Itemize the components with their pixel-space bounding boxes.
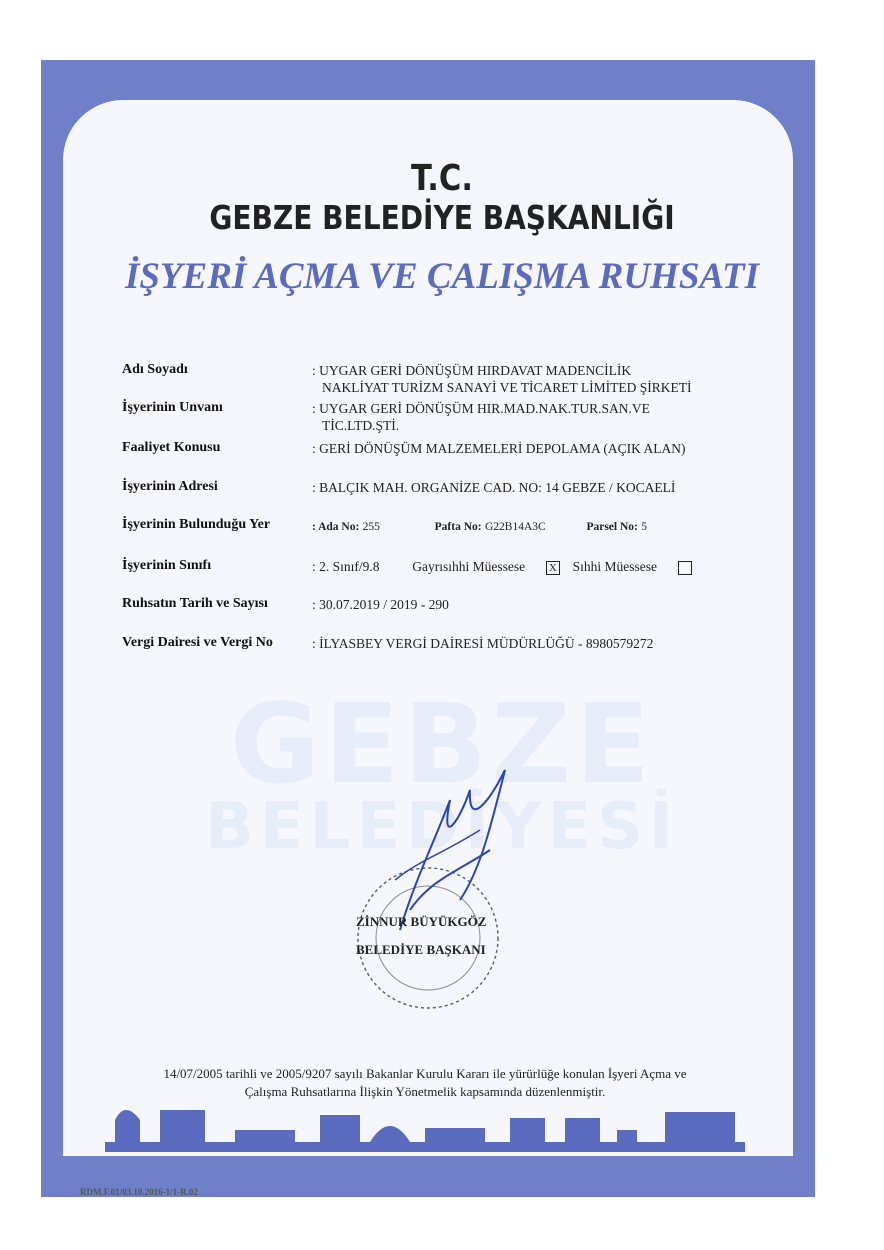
field-tax bbox=[122, 635, 742, 655]
field-label: İşyerinin Adresi bbox=[122, 479, 218, 494]
field-value: : GERİ DÖNÜŞÜM MALZEMELERİ DEPOLAMA (AÇIK ALAN) bbox=[312, 441, 686, 456]
document-title: İŞYERİ AÇMA VE ÇALIŞMA RUHSATI bbox=[124, 256, 760, 297]
mayor-name: ZİNNUR BÜYÜKGÖZ bbox=[356, 914, 487, 929]
value-line: : UYGAR GERİ DÖNÜŞÜM HIR.MAD.NAK.TUR.SAN.VE bbox=[312, 401, 650, 416]
parsel-label: Parsel No: bbox=[586, 521, 638, 533]
watermark-belediyesi: BELEDİYESİ bbox=[205, 790, 679, 864]
field-address bbox=[122, 479, 742, 499]
form-code: RDM.F.01/03.10.2016-1/1-R.02 bbox=[80, 1187, 198, 1197]
value-line: TİC.LTD.ŞTİ. bbox=[322, 418, 400, 433]
field-value bbox=[312, 558, 692, 575]
ada-label: : Ada No: bbox=[312, 521, 360, 533]
field-label: İşyerinin Sınıfı bbox=[122, 558, 212, 573]
field-value bbox=[312, 400, 650, 434]
parsel-value: 5 bbox=[641, 521, 647, 533]
sanitary-checkbox bbox=[678, 561, 692, 575]
value-line: NAKLİYAT TURİZM SANAYİ VE TİCARET LİMİTED ŞİRKETİ bbox=[322, 380, 692, 395]
unsanitary-checkbox: X bbox=[546, 561, 560, 575]
ada-value: 255 bbox=[362, 521, 380, 533]
field-title bbox=[122, 400, 742, 440]
field-class bbox=[122, 558, 742, 578]
pafta-value: G22B14A3C bbox=[484, 521, 546, 533]
mayor-title: BELEDİYE BAŞKANI bbox=[356, 942, 486, 957]
city-skyline-graphic bbox=[105, 1100, 745, 1152]
field-value bbox=[312, 362, 692, 396]
sanitary-label: Sıhhi Müessese bbox=[572, 559, 657, 574]
field-license bbox=[122, 596, 742, 616]
watermark-gebze: GEBZE bbox=[229, 680, 655, 808]
field-activity bbox=[122, 440, 742, 460]
signature-stamp bbox=[340, 760, 540, 1010]
unsanitary-label: Gayrısıhhi Müessese bbox=[412, 559, 526, 574]
field-label: İşyerinin Unvanı bbox=[122, 400, 223, 415]
field-value bbox=[312, 517, 647, 536]
field-label: Adı Soyadı bbox=[122, 362, 188, 377]
header-tc: T.C. bbox=[411, 158, 473, 199]
class-value: : 2. Sınıf/9.8 bbox=[312, 559, 380, 574]
field-value: : BALÇIK MAH. ORGANİZE CAD. NO: 14 GEBZE / KOCAELİ bbox=[312, 480, 676, 495]
value-line: : UYGAR GERİ DÖNÜŞÜM HIRDAVAT MADENCİLİK bbox=[312, 363, 632, 378]
footer-line: Çalışma Ruhsatlarına İlişkin Yönetmelik kapsamında düzenlenmiştir. bbox=[244, 1084, 606, 1099]
footer-line: 14/07/2005 tarihli ve 2005/9207 sayılı Bakanlar Kurulu Kararı ile yürürlüğe konulan İşyeri Açma ve bbox=[163, 1066, 687, 1081]
field-name bbox=[122, 362, 742, 402]
signature-block bbox=[356, 908, 486, 964]
field-label: Ruhsatın Tarih ve Sayısı bbox=[122, 596, 268, 611]
field-value: : 30.07.2019 / 2019 - 290 bbox=[312, 597, 449, 612]
footer-note bbox=[120, 1065, 730, 1101]
field-value: : İLYASBEY VERGİ DAİRESİ MÜDÜRLÜĞÜ - 8980579272 bbox=[312, 636, 654, 651]
field-label: Faaliyet Konusu bbox=[122, 440, 221, 455]
field-label: Vergi Dairesi ve Vergi No bbox=[122, 635, 273, 650]
field-label: İşyerinin Bulunduğu Yer bbox=[122, 517, 271, 532]
header-institution: GEBZE BELEDİYE BAŞKANLIĞI bbox=[209, 198, 675, 237]
pafta-label: Pafta No: bbox=[434, 521, 482, 533]
field-location bbox=[122, 517, 742, 537]
